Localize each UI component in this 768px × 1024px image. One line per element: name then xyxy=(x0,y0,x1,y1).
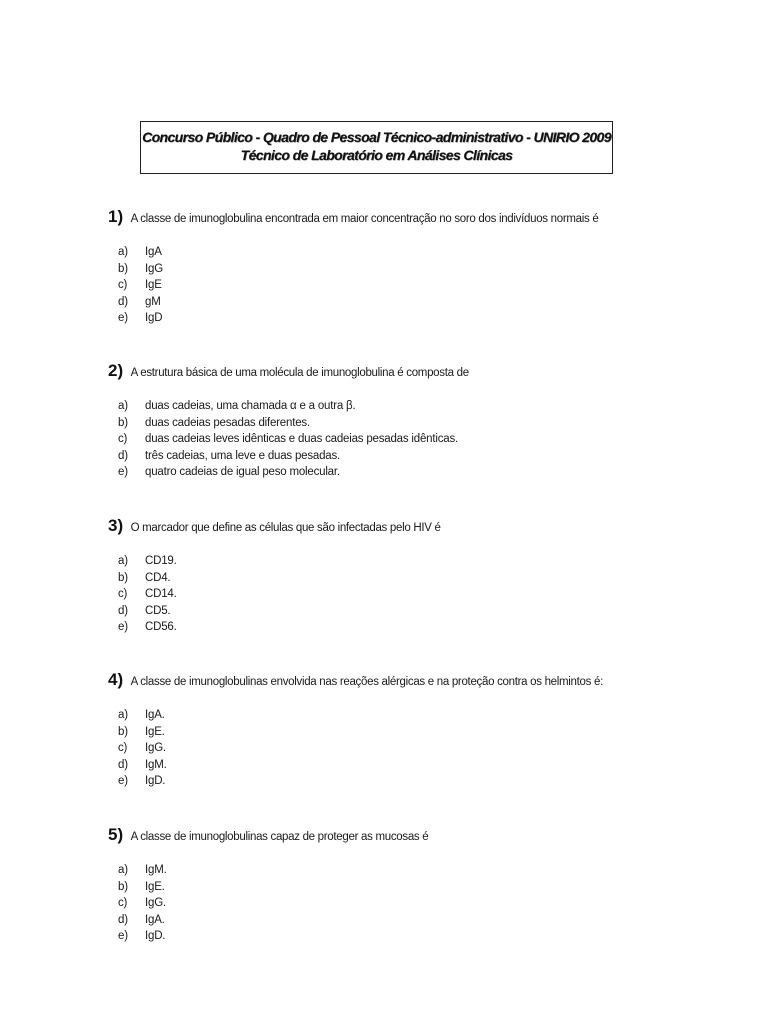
question-text: A classe de imunoglobulinas capaz de proteger as mucosas é xyxy=(130,831,429,843)
option-letter: a) xyxy=(118,400,128,412)
answer-option-e xyxy=(108,310,668,327)
option-text: IgA. xyxy=(145,913,165,926)
answer-option-c xyxy=(108,895,668,912)
option-letter: c) xyxy=(118,897,128,909)
option-letter: a) xyxy=(118,555,128,567)
option-text: IgM. xyxy=(145,758,167,771)
answer-option-e xyxy=(108,464,668,481)
answer-option-d xyxy=(108,294,668,311)
answer-option-b xyxy=(108,570,668,587)
option-text: quatro cadeias de igual peso molecular. xyxy=(145,466,340,478)
question-number-paren: ) xyxy=(117,361,124,380)
option-text: duas cadeias leves idênticas e duas cadeias pesadas idênticas. xyxy=(145,433,459,445)
option-text: IgD xyxy=(145,312,163,324)
option-text: IgM. xyxy=(145,864,167,876)
answer-option-d xyxy=(108,448,668,465)
option-letter: d) xyxy=(118,604,128,617)
option-letter: b) xyxy=(118,725,128,738)
option-text: IgD. xyxy=(145,930,166,942)
answer-option-a xyxy=(108,707,668,724)
answer-option-d xyxy=(108,757,668,774)
question-number: 4 xyxy=(108,670,118,689)
question-number-paren: ) xyxy=(117,670,124,689)
option-letter: e) xyxy=(118,775,128,787)
option-letter: c) xyxy=(118,588,128,600)
option-letter: a) xyxy=(118,246,128,258)
answer-options xyxy=(108,553,668,636)
question-4 xyxy=(108,670,668,790)
exam-title: Concurso Público - Quadro de Pessoal Técnico-administrativo - UNIRIO 2009 xyxy=(142,129,611,145)
option-text: três cadeias, uma leve e duas pesadas. xyxy=(145,449,341,462)
option-letter: d) xyxy=(118,449,128,462)
answer-option-d xyxy=(108,912,668,929)
question-text: O marcador que define as células que são infectadas pelo HIV é xyxy=(130,522,441,534)
option-text: CD19. xyxy=(145,555,177,567)
question-text: A classe de imunoglobulina encontrada em maior concentração no soro dos indivíduos normais é xyxy=(130,213,599,225)
option-letter: d) xyxy=(118,295,128,308)
answer-option-e xyxy=(108,773,668,790)
option-letter: e) xyxy=(118,930,128,942)
answer-option-c xyxy=(108,431,668,448)
question-number-paren: ) xyxy=(117,207,124,226)
option-letter: b) xyxy=(118,262,128,275)
exam-header-box xyxy=(140,121,613,174)
option-text: IgE. xyxy=(145,725,165,738)
question-5 xyxy=(108,825,668,945)
answer-option-c xyxy=(108,277,668,294)
answer-option-b xyxy=(108,879,668,896)
answer-option-c xyxy=(108,586,668,603)
option-letter: a) xyxy=(118,709,128,721)
option-letter: e) xyxy=(118,312,128,324)
answer-option-e xyxy=(108,619,668,636)
option-letter: c) xyxy=(118,742,128,754)
option-text: IgG. xyxy=(145,742,166,754)
option-text: IgE xyxy=(145,279,162,291)
answer-option-c xyxy=(108,740,668,757)
option-letter: c) xyxy=(118,433,128,445)
question-1 xyxy=(108,207,668,327)
option-letter: a) xyxy=(118,864,128,876)
option-letter: e) xyxy=(118,466,128,478)
question-stem xyxy=(108,670,668,692)
option-text: IgG xyxy=(145,262,163,275)
option-text: IgD. xyxy=(145,775,166,787)
answer-option-e xyxy=(108,928,668,945)
question-stem xyxy=(108,361,668,383)
option-text: CD4. xyxy=(145,571,171,584)
option-text: duas cadeias, uma chamada α e a outra β. xyxy=(145,400,356,412)
question-number: 1 xyxy=(108,207,118,226)
option-text: IgG. xyxy=(145,897,166,909)
question-text: A estrutura básica de uma molécula de imunoglobulina é composta de xyxy=(130,367,469,379)
option-letter: e) xyxy=(118,621,128,633)
answer-option-a xyxy=(108,398,668,415)
question-stem xyxy=(108,516,668,538)
option-letter: d) xyxy=(118,913,128,926)
option-text: CD5. xyxy=(145,604,171,617)
option-letter: b) xyxy=(118,571,128,584)
answer-options xyxy=(108,707,668,790)
question-number-paren: ) xyxy=(117,825,124,844)
answer-options xyxy=(108,862,668,945)
question-3 xyxy=(108,516,668,636)
option-text: CD56. xyxy=(145,621,177,633)
answer-option-a xyxy=(108,244,668,261)
option-text: CD14. xyxy=(145,588,177,600)
answer-option-b xyxy=(108,261,668,278)
question-number: 5 xyxy=(108,825,118,844)
question-number-paren: ) xyxy=(117,516,124,535)
answer-option-b xyxy=(108,724,668,741)
question-stem xyxy=(108,207,668,229)
answer-option-a xyxy=(108,553,668,570)
exam-subtitle: Técnico de Laboratório em Análises Clínicas xyxy=(240,147,513,163)
option-letter: b) xyxy=(118,416,128,429)
question-number: 2 xyxy=(108,361,118,380)
answer-option-d xyxy=(108,603,668,620)
option-text: IgA xyxy=(145,246,162,258)
question-stem xyxy=(108,825,668,847)
answer-options xyxy=(108,244,668,327)
question-text: A classe de imunoglobulinas envolvida nas reações alérgicas e na proteção contra os helmintos é: xyxy=(130,676,603,688)
option-text: duas cadeias pesadas diferentes. xyxy=(145,416,310,429)
option-text: IgE. xyxy=(145,880,165,893)
answer-option-b xyxy=(108,415,668,432)
question-2 xyxy=(108,361,668,481)
option-letter: b) xyxy=(118,880,128,893)
option-letter: c) xyxy=(118,279,128,291)
answer-option-a xyxy=(108,862,668,879)
option-letter: d) xyxy=(118,758,128,771)
question-number: 3 xyxy=(108,516,118,535)
option-text: IgA. xyxy=(145,709,165,721)
answer-options xyxy=(108,398,668,481)
option-text: gM xyxy=(145,295,161,308)
